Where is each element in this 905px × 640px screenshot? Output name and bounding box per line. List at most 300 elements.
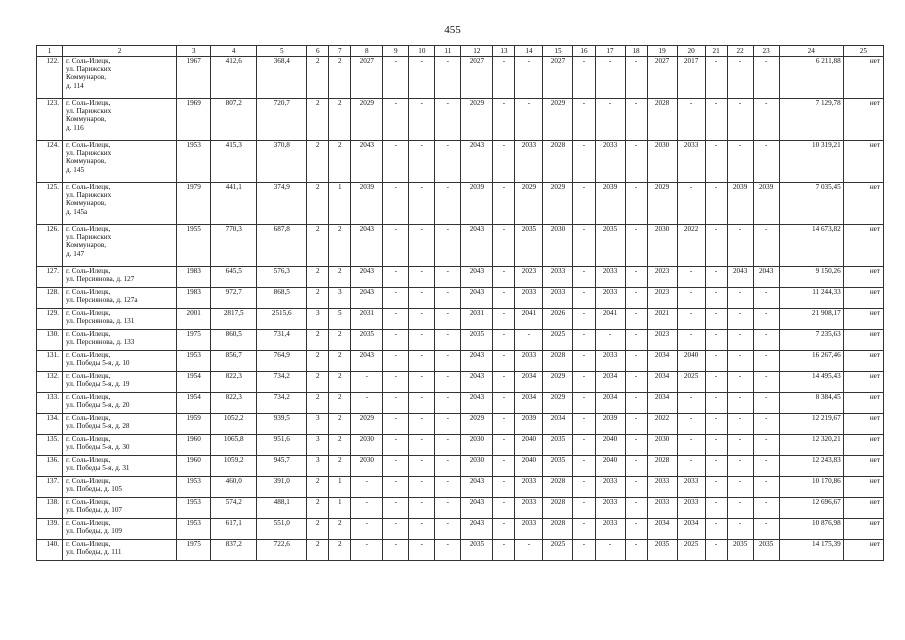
table-cell: - (383, 225, 409, 267)
table-cell: - (493, 225, 515, 267)
table-cell: - (727, 99, 753, 141)
table-cell: 2033 (515, 477, 543, 498)
table-cell: 14 175,39 (779, 540, 843, 561)
table-cell: нет (843, 477, 883, 498)
table-cell: 1953 (177, 141, 211, 183)
table-cell: нет (843, 57, 883, 99)
table-cell: - (705, 498, 727, 519)
table-cell: нет (843, 393, 883, 414)
table-cell: 374,9 (257, 183, 307, 225)
table-cell: - (351, 519, 383, 540)
table-cell: 1983 (177, 267, 211, 288)
table-cell: 1955 (177, 225, 211, 267)
table-cell: - (383, 372, 409, 393)
table-cell: - (753, 330, 779, 351)
table-cell: 441,1 (211, 183, 257, 225)
table-cell: - (625, 288, 647, 309)
table-cell: 3 (307, 309, 329, 330)
table-cell: - (705, 183, 727, 225)
table-cell: - (383, 309, 409, 330)
table-cell: 2033 (677, 477, 705, 498)
column-header-25: 25 (843, 46, 883, 57)
table-cell: - (383, 414, 409, 435)
table-cell: - (573, 57, 595, 99)
table-cell: 2029 (647, 183, 677, 225)
column-header-7: 7 (329, 46, 351, 57)
table-cell: - (753, 477, 779, 498)
table-cell: - (409, 372, 435, 393)
table-cell: - (727, 498, 753, 519)
table-cell: 2023 (647, 330, 677, 351)
table-cell: - (409, 330, 435, 351)
table-cell: - (493, 540, 515, 561)
table-cell: - (727, 414, 753, 435)
table-cell: 2039 (595, 414, 625, 435)
table-cell: - (727, 225, 753, 267)
table-cell: 2 (329, 456, 351, 477)
table-cell: 11 244,33 (779, 288, 843, 309)
table-cell: - (705, 330, 727, 351)
column-header-5: 5 (257, 46, 307, 57)
table-cell: 822,3 (211, 393, 257, 414)
table-cell: - (727, 477, 753, 498)
table-cell: - (383, 351, 409, 372)
table-cell: - (435, 141, 461, 183)
table-cell: 2039 (515, 414, 543, 435)
address-cell: г. Соль-Илецк, ул. Победы 5-я, д. 31 (63, 456, 177, 477)
column-header-12: 12 (461, 46, 493, 57)
table-row (37, 288, 884, 309)
table-cell: - (435, 183, 461, 225)
table-cell: 2039 (727, 183, 753, 225)
table-cell: - (515, 330, 543, 351)
table-cell: 10 319,21 (779, 141, 843, 183)
table-cell: 2028 (543, 519, 573, 540)
table-cell: - (727, 351, 753, 372)
table-cell: - (409, 288, 435, 309)
table-cell: - (573, 225, 595, 267)
table-cell: 2040 (515, 456, 543, 477)
table-cell: 1953 (177, 351, 211, 372)
table-cell: - (727, 141, 753, 183)
table-cell: 2025 (677, 540, 705, 561)
table-cell: - (705, 267, 727, 288)
table-cell: 2043 (461, 393, 493, 414)
table-cell: 2 (329, 519, 351, 540)
table-cell: - (705, 288, 727, 309)
column-header-1: 1 (37, 46, 63, 57)
address-cell: г. Соль-Илецк, ул. Парижских Коммунаров, д. 114 (63, 57, 177, 99)
table-cell: 2030 (647, 141, 677, 183)
table-cell: 1960 (177, 435, 211, 456)
table-cell: - (409, 414, 435, 435)
table-cell: 2028 (647, 99, 677, 141)
table-cell: 2029 (461, 414, 493, 435)
table-cell: 2515,6 (257, 309, 307, 330)
table-cell: 2 (329, 141, 351, 183)
table-cell: - (625, 498, 647, 519)
row-number-cell: 134. (37, 414, 63, 435)
table-row (37, 99, 884, 141)
table-cell: - (625, 456, 647, 477)
table-cell: - (753, 99, 779, 141)
table-cell: нет (843, 225, 883, 267)
table-cell: - (515, 99, 543, 141)
table-cell: 2033 (515, 141, 543, 183)
table-cell: 3 (329, 288, 351, 309)
row-number-cell: 123. (37, 99, 63, 141)
table-cell: 2041 (515, 309, 543, 330)
row-number-cell: 130. (37, 330, 63, 351)
table-cell: - (409, 351, 435, 372)
table-cell: нет (843, 372, 883, 393)
table-cell: 2043 (461, 225, 493, 267)
table-cell: 972,7 (211, 288, 257, 309)
table-cell: - (705, 393, 727, 414)
table-cell: 2039 (461, 183, 493, 225)
table-cell: 1975 (177, 330, 211, 351)
table-cell: 2043 (461, 267, 493, 288)
table-cell: - (409, 141, 435, 183)
table-cell: 2043 (461, 498, 493, 519)
table-cell: 2030 (461, 435, 493, 456)
row-number-cell: 131. (37, 351, 63, 372)
table-cell: 2033 (595, 477, 625, 498)
table-cell: - (435, 309, 461, 330)
table-cell: - (625, 519, 647, 540)
table-cell: 1059,2 (211, 456, 257, 477)
row-number-cell: 122. (37, 57, 63, 99)
table-cell: - (677, 435, 705, 456)
table-cell: 2817,5 (211, 309, 257, 330)
table-cell: 2033 (677, 141, 705, 183)
table-cell: 2028 (543, 141, 573, 183)
table-cell: 1 (329, 477, 351, 498)
table-cell: 2 (329, 393, 351, 414)
table-row (37, 183, 884, 225)
table-cell: - (435, 267, 461, 288)
table-cell: - (727, 393, 753, 414)
table-cell: 2043 (351, 141, 383, 183)
table-cell: 2030 (461, 456, 493, 477)
table-row (37, 351, 884, 372)
table-cell: 1 (329, 183, 351, 225)
table-cell: 2 (329, 99, 351, 141)
address-cell: г. Соль-Илецк, ул. Парижских Коммунаров, д. 145 (63, 141, 177, 183)
table-cell: - (625, 393, 647, 414)
table-cell: - (573, 435, 595, 456)
table-cell: - (753, 393, 779, 414)
table-cell: - (435, 393, 461, 414)
table-cell: 2 (307, 57, 329, 99)
table-cell: - (383, 393, 409, 414)
table-cell: нет (843, 99, 883, 141)
table-cell: - (383, 540, 409, 561)
table-cell: - (573, 498, 595, 519)
table-cell: 734,2 (257, 393, 307, 414)
table-cell: 2033 (595, 267, 625, 288)
table-cell: 856,7 (211, 351, 257, 372)
table-cell: 14 673,82 (779, 225, 843, 267)
table-cell: 2 (307, 540, 329, 561)
table-cell: 837,2 (211, 540, 257, 561)
table-cell: 368,4 (257, 57, 307, 99)
table-cell: - (727, 372, 753, 393)
table-cell: 2033 (515, 519, 543, 540)
table-cell: - (677, 456, 705, 477)
table-row (37, 456, 884, 477)
table-cell: - (753, 372, 779, 393)
table-cell: 2035 (543, 435, 573, 456)
table-cell: - (573, 372, 595, 393)
table-cell: - (573, 183, 595, 225)
row-number-cell: 129. (37, 309, 63, 330)
table-cell: - (573, 477, 595, 498)
table-cell: - (727, 288, 753, 309)
table-cell: - (727, 519, 753, 540)
table-cell: - (625, 141, 647, 183)
table-cell: 2033 (515, 498, 543, 519)
table-cell: - (705, 57, 727, 99)
table-cell: - (435, 57, 461, 99)
table-cell: - (351, 498, 383, 519)
table-cell: 2043 (727, 267, 753, 288)
address-cell: г. Соль-Илецк, ул. Парижских Коммунаров, д. 147 (63, 225, 177, 267)
table-cell: - (595, 330, 625, 351)
table-cell: - (435, 477, 461, 498)
table-cell: 2 (307, 288, 329, 309)
table-cell: 2043 (461, 288, 493, 309)
table-cell: - (705, 456, 727, 477)
column-header-18: 18 (625, 46, 647, 57)
column-header-14: 14 (515, 46, 543, 57)
table-cell: 3 (307, 456, 329, 477)
table-cell: 2040 (677, 351, 705, 372)
table-cell: 1052,2 (211, 414, 257, 435)
table-cell: 10 170,86 (779, 477, 843, 498)
table-cell: 2040 (595, 456, 625, 477)
address-cell: г. Соль-Илецк, ул. Победы, д. 105 (63, 477, 177, 498)
table-cell: 868,5 (257, 288, 307, 309)
table-row (37, 393, 884, 414)
table-cell: - (677, 99, 705, 141)
housing-registry-table (36, 45, 884, 561)
table-cell: 770,3 (211, 225, 257, 267)
column-header-2: 2 (63, 46, 177, 57)
table-cell: - (435, 435, 461, 456)
column-header-6: 6 (307, 46, 329, 57)
table-cell: 2034 (647, 393, 677, 414)
table-cell: 2034 (543, 414, 573, 435)
table-cell: 2035 (461, 540, 493, 561)
table-cell: 2041 (595, 309, 625, 330)
table-cell: 2035 (647, 540, 677, 561)
row-number-cell: 135. (37, 435, 63, 456)
table-cell: 12 696,67 (779, 498, 843, 519)
address-cell: г. Соль-Илецк, ул. Победы 5-я, д. 19 (63, 372, 177, 393)
address-cell: г. Соль-Илецк, ул. Победы 5-я, д. 30 (63, 435, 177, 456)
column-header-23: 23 (753, 46, 779, 57)
table-cell: 2 (329, 540, 351, 561)
address-cell: г. Соль-Илецк, ул. Победы 5-я, д. 10 (63, 351, 177, 372)
table-cell: - (493, 414, 515, 435)
table-cell: - (573, 519, 595, 540)
table-cell: - (753, 456, 779, 477)
table-cell: - (493, 141, 515, 183)
table-cell: - (493, 435, 515, 456)
address-cell: г. Соль-Илецк, ул. Парижских Коммунаров, д. 145а (63, 183, 177, 225)
row-number-cell: 125. (37, 183, 63, 225)
table-cell: - (351, 372, 383, 393)
table-cell: 2022 (677, 225, 705, 267)
table-cell: 551,0 (257, 519, 307, 540)
table-cell: 2035 (595, 225, 625, 267)
table-cell: 2027 (461, 57, 493, 99)
table-cell: - (435, 519, 461, 540)
table-cell: 12 219,67 (779, 414, 843, 435)
table-cell: 2035 (515, 225, 543, 267)
table-cell: 687,8 (257, 225, 307, 267)
table-cell: - (705, 225, 727, 267)
column-header-24: 24 (779, 46, 843, 57)
table-cell: - (409, 477, 435, 498)
row-number-cell: 139. (37, 519, 63, 540)
table-cell: - (705, 99, 727, 141)
address-cell: г. Соль-Илецк, ул. Парижских Коммунаров, д. 116 (63, 99, 177, 141)
table-cell: нет (843, 456, 883, 477)
table-cell: - (753, 498, 779, 519)
table-cell: - (493, 330, 515, 351)
table-cell: 731,4 (257, 330, 307, 351)
table-cell: - (493, 288, 515, 309)
table-cell: - (705, 435, 727, 456)
table-cell: 1969 (177, 99, 211, 141)
table-cell: - (753, 141, 779, 183)
table-cell: 2 (307, 477, 329, 498)
table-cell: - (493, 372, 515, 393)
column-header-4: 4 (211, 46, 257, 57)
table-cell: 12 243,83 (779, 456, 843, 477)
table-cell: 2043 (461, 519, 493, 540)
table-cell: 3 (307, 435, 329, 456)
table-cell: 2043 (351, 267, 383, 288)
table-cell: - (409, 519, 435, 540)
table-cell: - (677, 393, 705, 414)
table-cell: - (705, 309, 727, 330)
table-cell: - (493, 477, 515, 498)
table-cell: 2043 (461, 141, 493, 183)
table-body (37, 57, 884, 561)
table-cell: - (383, 99, 409, 141)
table-cell: 2035 (543, 456, 573, 477)
table-cell: - (493, 57, 515, 99)
table-cell: 3 (307, 414, 329, 435)
table-cell: 2028 (543, 351, 573, 372)
table-cell: 7 035,45 (779, 183, 843, 225)
table-cell: 412,6 (211, 57, 257, 99)
table-cell: - (753, 435, 779, 456)
table-cell: - (383, 435, 409, 456)
table-cell: 617,1 (211, 519, 257, 540)
table-cell: - (625, 183, 647, 225)
table-cell: нет (843, 435, 883, 456)
table-cell: нет (843, 414, 883, 435)
table-cell: 2039 (595, 183, 625, 225)
table-cell: 415,3 (211, 141, 257, 183)
table-cell: 1953 (177, 498, 211, 519)
table-cell: - (383, 519, 409, 540)
table-cell: - (595, 99, 625, 141)
table-cell: 2043 (351, 351, 383, 372)
table-cell: нет (843, 288, 883, 309)
table-cell: 2034 (677, 519, 705, 540)
table-cell: 2 (307, 498, 329, 519)
table-row (37, 225, 884, 267)
table-cell: 12 320,21 (779, 435, 843, 456)
table-cell: - (435, 330, 461, 351)
table-cell: 2043 (753, 267, 779, 288)
table-cell: 1954 (177, 393, 211, 414)
row-number-cell: 128. (37, 288, 63, 309)
row-number-cell: 127. (37, 267, 63, 288)
table-cell: 2033 (515, 288, 543, 309)
table-cell: - (493, 498, 515, 519)
address-cell: г. Соль-Илецк, ул. Победы, д. 109 (63, 519, 177, 540)
table-cell: 574,2 (211, 498, 257, 519)
table-cell: - (677, 309, 705, 330)
table-cell: 2022 (647, 414, 677, 435)
address-cell: г. Соль-Илецк, ул. Персиянова, д. 133 (63, 330, 177, 351)
table-cell: - (753, 351, 779, 372)
table-cell: 2029 (543, 393, 573, 414)
table-cell: - (727, 435, 753, 456)
table-cell: - (409, 456, 435, 477)
table-cell: 2033 (647, 498, 677, 519)
table-cell: 2 (307, 330, 329, 351)
table-cell: 576,3 (257, 267, 307, 288)
table-cell: 1960 (177, 456, 211, 477)
address-cell: г. Соль-Илецк, ул. Победы 5-я, д. 28 (63, 414, 177, 435)
table-cell: 734,2 (257, 372, 307, 393)
table-cell: - (677, 414, 705, 435)
table-cell: - (753, 57, 779, 99)
table-cell: нет (843, 141, 883, 183)
table-cell: - (625, 330, 647, 351)
table-cell: 2040 (595, 435, 625, 456)
table-cell: 2030 (647, 435, 677, 456)
table-cell: 14 495,43 (779, 372, 843, 393)
table-header (37, 46, 884, 57)
table-cell: 2 (307, 267, 329, 288)
table-cell: 807,2 (211, 99, 257, 141)
table-cell: 2 (329, 435, 351, 456)
table-cell: 2043 (461, 477, 493, 498)
table-cell: нет (843, 498, 883, 519)
table-cell: 8 384,45 (779, 393, 843, 414)
column-header-20: 20 (677, 46, 705, 57)
table-cell: - (493, 456, 515, 477)
table-cell: нет (843, 183, 883, 225)
table-cell: 2035 (351, 330, 383, 351)
table-cell: - (493, 99, 515, 141)
column-header-22: 22 (727, 46, 753, 57)
table-cell: 1065,8 (211, 435, 257, 456)
column-header-17: 17 (595, 46, 625, 57)
table-cell: 2021 (647, 309, 677, 330)
table-cell: 2026 (543, 309, 573, 330)
table-cell: - (409, 435, 435, 456)
column-header-8: 8 (351, 46, 383, 57)
